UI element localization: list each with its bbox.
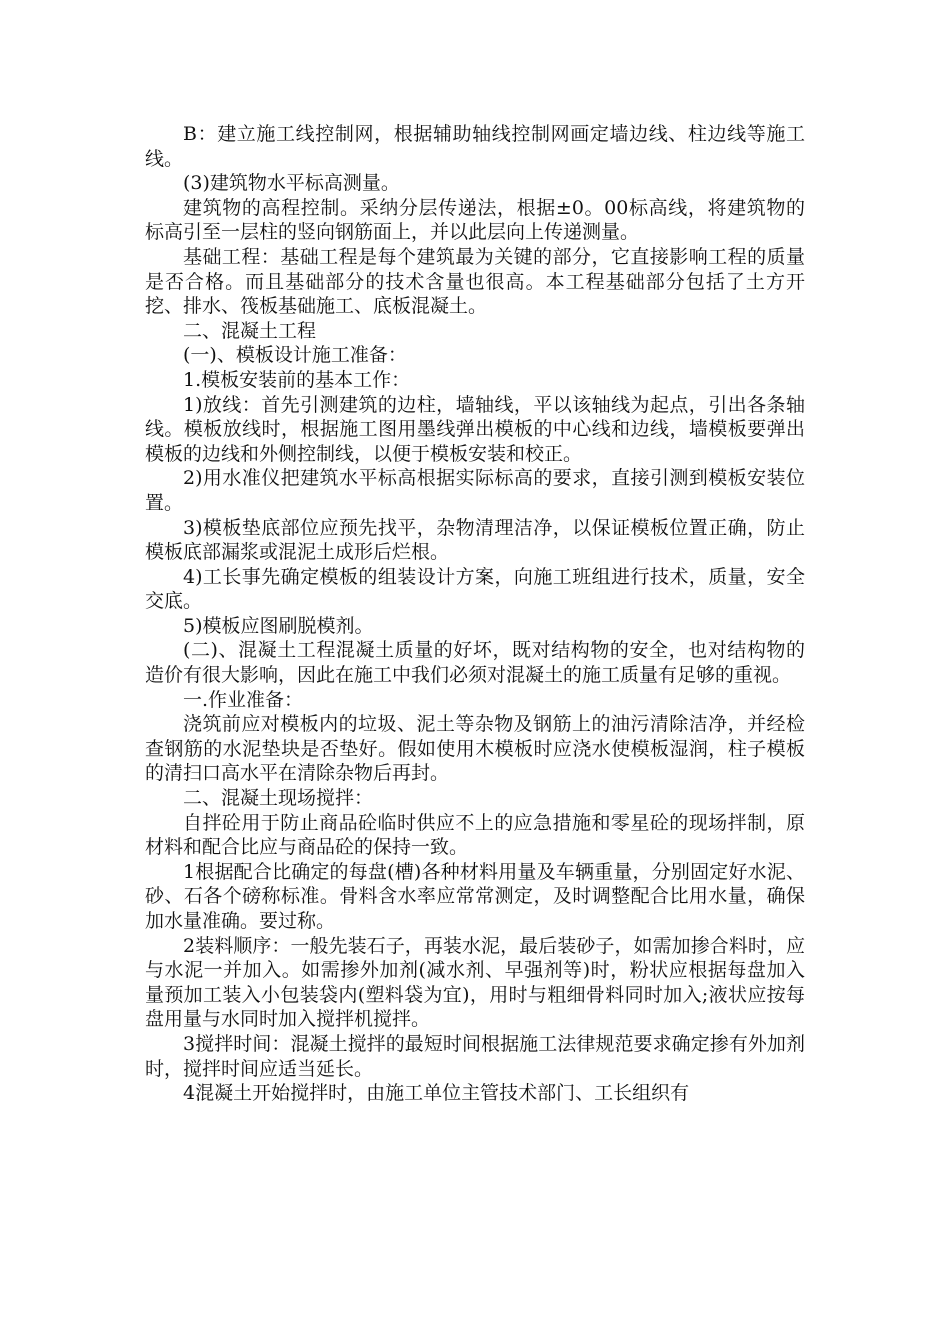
paragraph: 基础工程：基础工程是每个建筑最为关键的部分，它直接影响工程的质量是否合格。而且基础部分的技术含量也很高。本工程基础部分包括了土方开挖、排水、筏板基础施工、底板混凝土。 bbox=[145, 245, 805, 318]
paragraph: 2)用水准仪把建筑水平标高根据实际标高的要求，直接引测到模板安装位置。 bbox=[145, 467, 805, 514]
document-page bbox=[145, 122, 805, 1106]
section-heading: 二、混凝土工程 bbox=[183, 319, 317, 342]
paragraph: 4)工长事先确定模板的组装设计方案，向施工班组进行技术，质量，安全交底。 bbox=[145, 565, 805, 613]
paragraph: (3)建筑物水平标高测量。 bbox=[183, 172, 400, 195]
paragraph: 5)模板应图刷脱模剂。 bbox=[183, 614, 374, 637]
paragraph: 建筑物的高程控制。采纳分层传递法，根据±0。00标高线，将建筑物的标高引至一层柱的竖向钢筋面上，并以此层向上传递测量。 bbox=[145, 196, 805, 244]
paragraph: 1根据配合比确定的每盘(槽)各种材料用量及车辆重量，分别固定好水泥、砂、石各个磅称标准。骨料含水率应常常测定，及时调整配合比用水量，确保加水量准确。要过称。 bbox=[145, 860, 805, 932]
subsection-heading: 1.模板安装前的基本工作： bbox=[183, 368, 411, 391]
paragraph: 自拌砼用于防止商品砼临时供应不上的应急措施和零星砼的现场拌制，原材料和配合比应与商品砼的保持一致。 bbox=[145, 811, 805, 859]
paragraph: 3搅拌时间：混凝土搅拌的最短时间根据施工法律规范要求确定掺有外加剂时，搅拌时间应适当延长。 bbox=[145, 1032, 805, 1080]
paragraph: 3)模板垫底部位应预先找平，杂物清理洁净，以保证模板位置正确，防止模板底部漏浆或混泥土成形后烂根。 bbox=[145, 516, 805, 564]
paragraph: 浇筑前应对模板内的垃圾、泥土等杂物及钢筋上的油污清除洁净，并经检查钢筋的水泥垫块是否垫好。假如使用木模板时应浇水使模板湿润，柱子模板的清扫口高水平在清除杂物后再封。 bbox=[145, 713, 805, 785]
subsection-heading: 二、混凝土现场搅拌： bbox=[183, 787, 374, 810]
subsection-heading: (一)、模板设计施工准备： bbox=[183, 344, 407, 367]
paragraph: B：建立施工线控制网，根据辅助轴线控制网画定墙边线、柱边线等施工线。 bbox=[145, 123, 805, 170]
paragraph: (二)、混凝土工程混凝土质量的好坏，既对结构物的安全，也对结构物的造价有很大影响，因此在施工中我们必须对混凝土的施工质量有足够的重视。 bbox=[145, 639, 805, 687]
subsection-heading: 一.作业准备： bbox=[183, 688, 304, 711]
paragraph: 1)放线：首先引测建筑的边柱，墙轴线，平以该轴线为起点，引出各条轴线。模板放线时，根据施工图用墨线弹出模板的中心线和边线，墙模板要弹出模板的边线和外侧控制线，以便于模板安装和校正。 bbox=[145, 393, 805, 465]
paragraph: 4混凝土开始搅拌时，由施工单位主管技术部门、工长组织有 bbox=[183, 1082, 690, 1105]
paragraph: 2装料顺序：一般先装石子，再装水泥，最后装砂子，如需加掺合料时，应与水泥一并加入。如需掺外加剂(减水剂、早强剂等)时，粉状应根据每盘加入量预加工装入小包装袋内(塑料袋为宜)，用时与粗细骨料同时加入;液状应按每盘用量与水同时加入搅拌机搅拌。 bbox=[145, 934, 805, 1031]
